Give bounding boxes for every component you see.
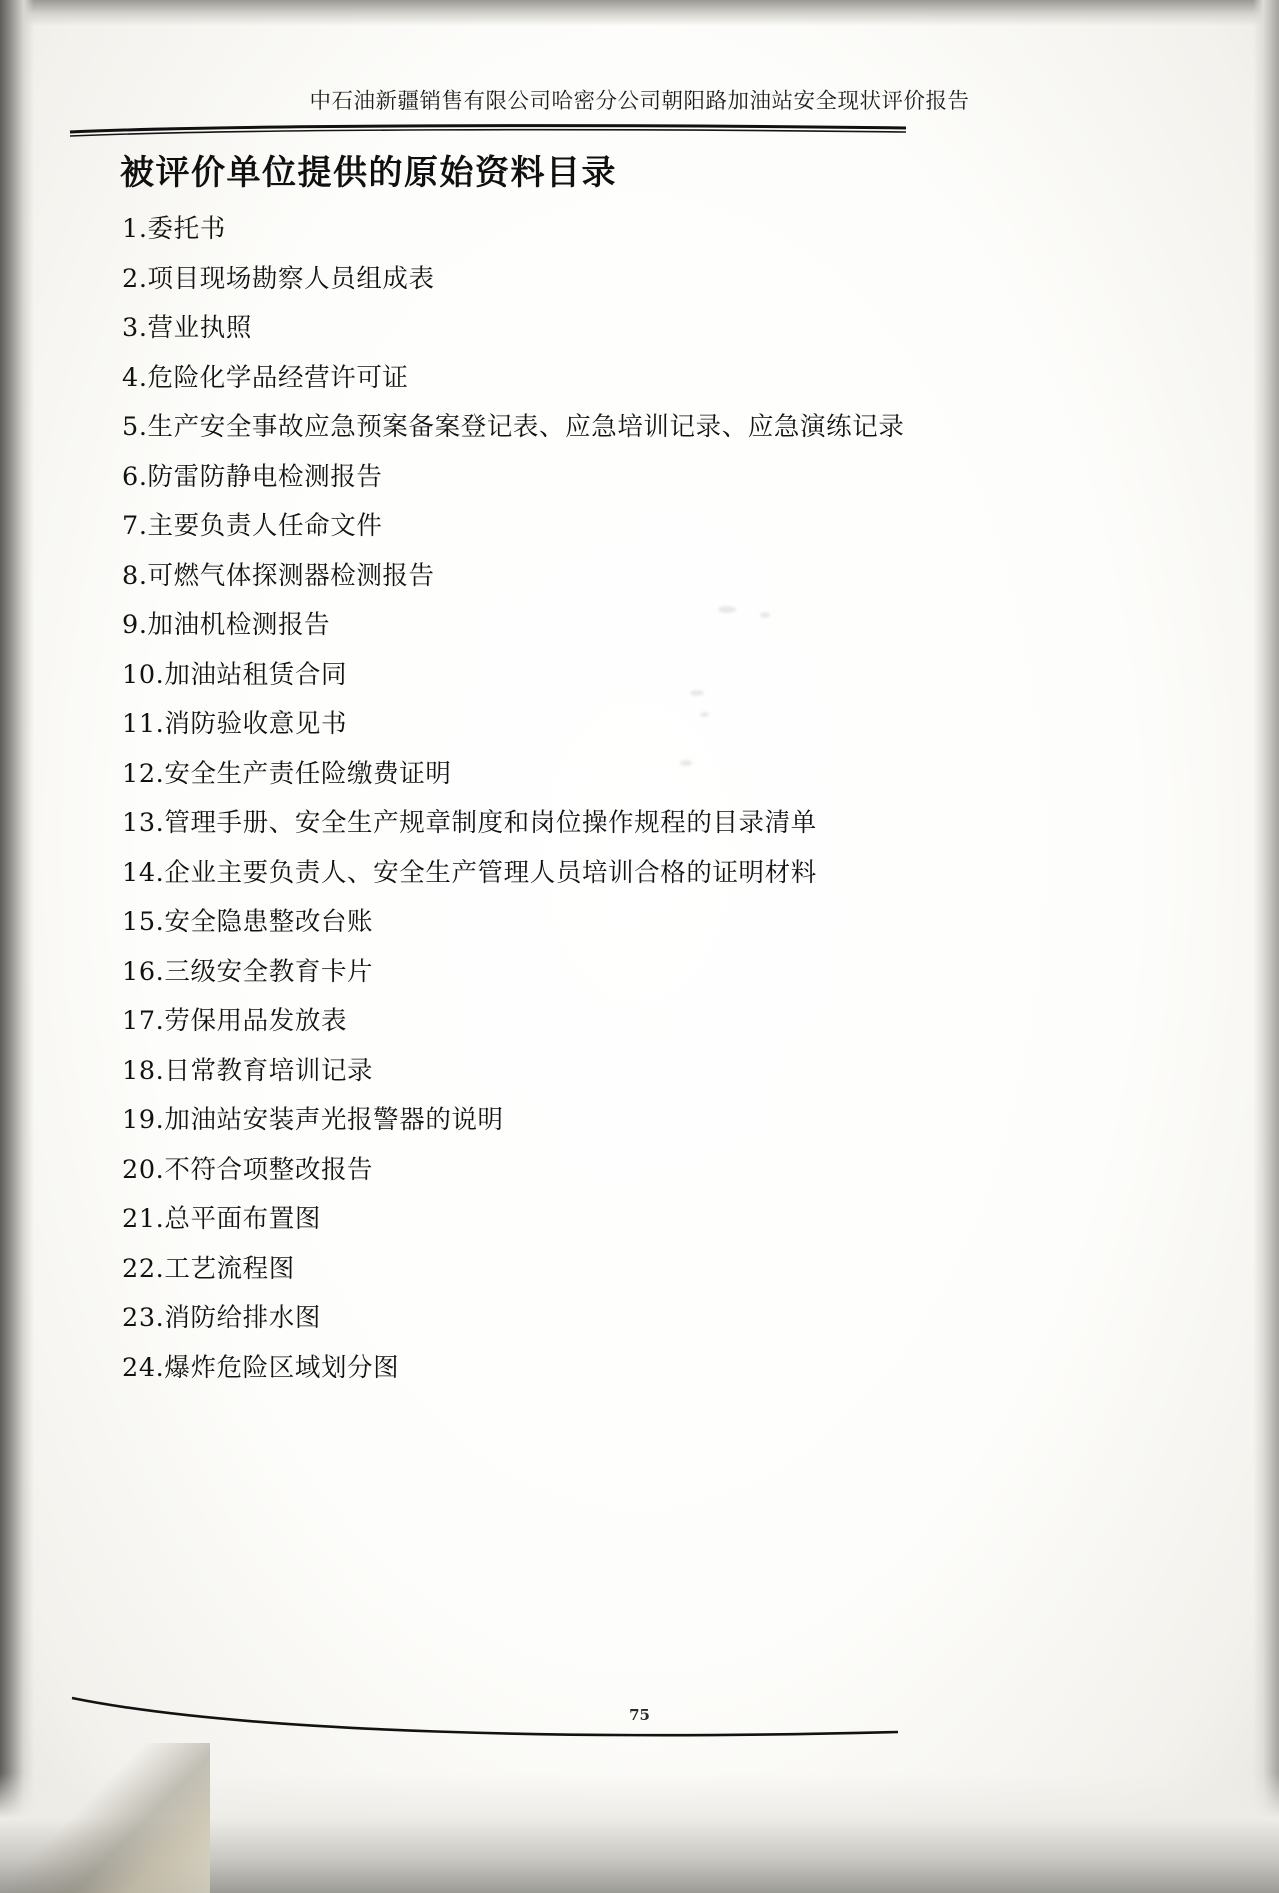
list-item: 18.日常教育培训记录 [122,1055,374,1086]
scan-edge-right [1253,0,1279,1893]
list-item: 20.不符合项整改报告 [122,1154,374,1185]
list-item: 5.生产安全事故应急预案备案登记表、应急培训记录、应急演练记录 [122,412,905,442]
list-item: 15.安全隐患整改台账 [122,907,374,937]
list-item: 10.加油站租赁合同 [122,659,348,690]
list-item: 11.消防验收意见书 [122,709,348,739]
list-item: 7.主要负责人任命文件 [122,511,383,541]
scan-artifact [760,612,770,618]
list-item: 24.爆炸危险区域划分图 [122,1352,400,1383]
material-list [122,205,1122,1393]
scan-artifact [680,760,692,766]
scan-artifact [718,606,736,613]
list-item: 4.危险化学品经营许可证 [122,362,409,393]
scan-artifact [690,690,704,696]
list-item: 13.管理手册、安全生产规章制度和岗位操作规程的目录清单 [122,808,817,838]
list-item: 14.企业主要负责人、安全生产管理人员培训合格的证明材料 [122,857,817,888]
list-item: 6.防雷防静电检测报告 [122,461,383,492]
list-item: 21.总平面布置图 [122,1204,321,1234]
list-item: 3.营业执照 [122,313,252,343]
list-item: 9.加油机检测报告 [122,610,331,640]
scan-edge-top [0,0,1279,26]
page-title: 被评价单位提供的原始资料目录 [120,153,617,193]
list-item: 1.委托书 [122,214,226,244]
scan-edge-left [0,0,34,1893]
list-item: 17.劳保用品发放表 [122,1006,348,1036]
scan-artifact [700,712,709,717]
running-head: 中石油新疆销售有限公司哈密分公司朝阳路加油站安全现状评价报告 [309,89,970,114]
page-number: 75 [629,1706,650,1724]
list-item: 8.可燃气体探测器检测报告 [122,560,435,591]
list-item: 22.工艺流程图 [122,1253,295,1284]
list-item: 16.三级安全教育卡片 [122,956,374,987]
header-rule [68,123,908,137]
scan-corner-fold [0,1743,210,1893]
list-item: 23.消防给排水图 [122,1303,321,1333]
list-item: 2.项目现场勘察人员组成表 [122,263,435,294]
list-item: 12.安全生产责任险缴费证明 [122,758,452,789]
list-item: 19.加油站安装声光报警器的说明 [122,1105,504,1135]
